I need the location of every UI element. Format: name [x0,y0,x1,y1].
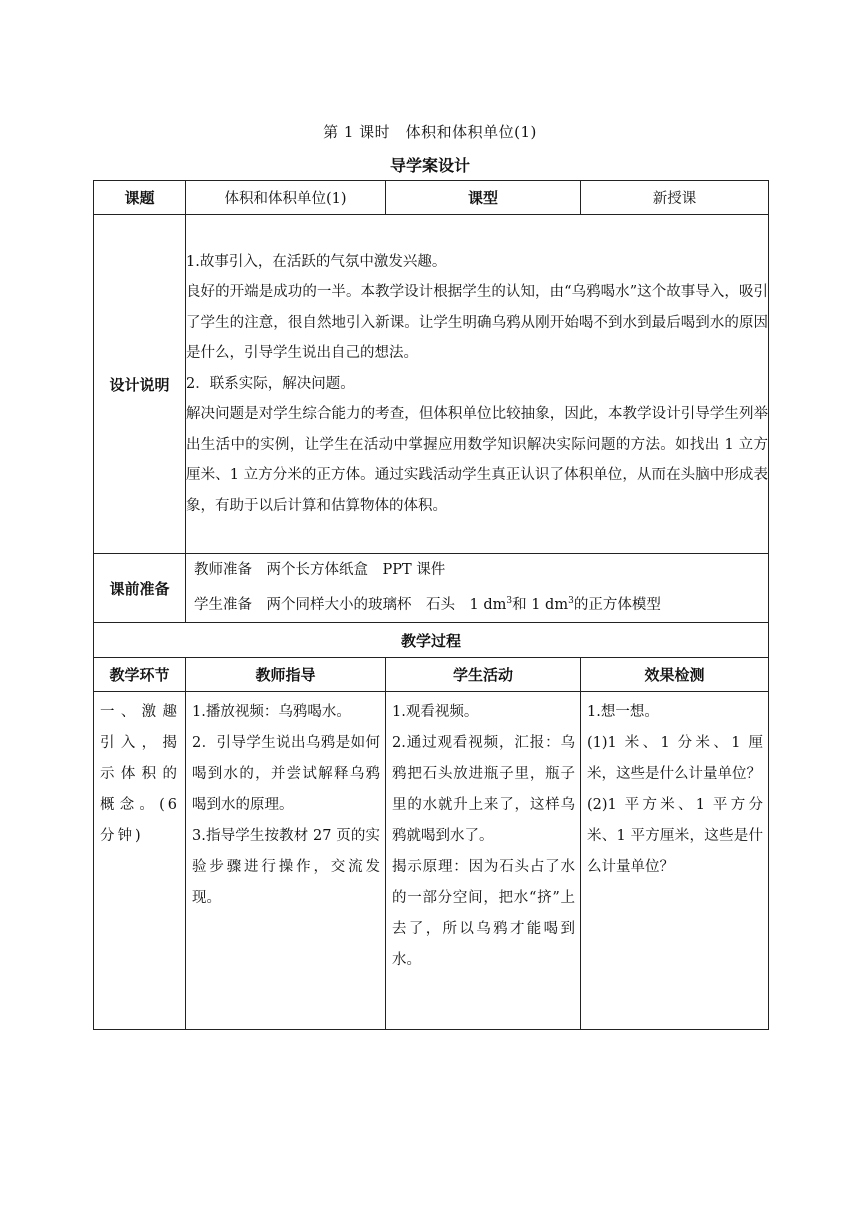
prep-content [186,554,769,623]
student-prep-text: 的正方体模型 [573,596,661,613]
design-paragraph: 1.故事引入，在活跃的气氛中激发兴趣。 [186,253,447,270]
student-prep [186,586,768,621]
student-activity-cell [386,692,581,1030]
student-prep-text: 和 1 dm [512,596,569,613]
superscript: 3 [568,596,574,607]
column-header: 效果检测 [581,658,769,692]
process-title-row [94,623,769,658]
student-prep-text: 学生准备 两个同样大小的玻璃杯 石头 1 dm [194,596,507,613]
prep-row [94,554,769,623]
design-paragraph: 2．联系实际，解决问题。 [186,375,355,392]
check-item: (2)1 平方米、1 平方分米、1 平方厘米，这些是什么计量单位？ [587,797,763,875]
process-header-row [94,658,769,692]
teacher-step: 1.播放视频：乌鸦喝水。 [192,704,351,720]
teacher-step: 3.指导学生按教材 27 页的实验步骤进行操作，交流发现。 [192,828,380,906]
topic-label: 课题 [94,181,186,215]
info-row [94,181,769,215]
column-header: 学生活动 [386,658,581,692]
process-row [94,692,769,1030]
design-label: 设计说明 [94,215,186,554]
design-paragraph: 良好的开端是成功的一半。本教学设计根据学生的认知，由“乌鸦喝水”这个故事导入，吸引了学生的注意，很自然地引入新课。让学生明确乌鸦从刚开始喝不到水到最后喝到水的原因是什么，引导学生说出自己的想法。 [186,284,768,362]
student-step: 揭示原理：因为石头占了水的一部分空间，把水“挤”上去了，所以乌鸦才能喝到水。 [392,859,575,968]
type-label: 课型 [386,181,581,215]
superscript: 3 [506,596,513,607]
type-value: 新授课 [581,181,769,215]
lesson-plan-table [93,180,769,1030]
stage-cell: 一、激趣引入，揭示体积的概念。(6 分钟) [94,692,186,1030]
effect-check-cell [581,692,769,1030]
teacher-step: 2．引导学生说出乌鸦是如何喝到水的，并尝试解释乌鸦喝到水的原理。 [192,735,380,813]
design-content [186,215,769,554]
process-title: 教学过程 [94,623,769,658]
student-step: 2.通过观看视频，汇报：乌鸦把石头放进瓶子里，瓶子里的水就升上来了，这样乌鸦就喝到水了。 [392,735,575,844]
check-item: 1.想一想。 [587,704,659,720]
topic-value: 体积和体积单位(1) [186,181,386,215]
design-paragraph: 解决问题是对学生综合能力的考查，但体积单位比较抽象，因此，本教学设计引导学生列举出生活中的实例，让学生在活动中掌握应用数学知识解决实际问题的方法。如找出 1 立方厘米、1 立方分米的正方体。通过实践活动学生真正认识了体积单位，从而在头脑中形成表象，有助于以后计算和估算物体的体积。 [186,406,768,514]
page-title: 第 1 课时 体积和体积单位(1) [323,123,537,141]
student-step: 1.观看视频。 [392,704,479,720]
check-item: (1)1 米、1 分米、1 厘米，这些是什么计量单位？ [587,735,763,782]
teacher-prep: 教师准备 两个长方体纸盒 PPT 课件 [194,562,446,579]
column-header: 教学环节 [94,658,186,692]
prep-label: 课前准备 [94,554,186,623]
teacher-guidance-cell [186,692,386,1030]
design-row [94,215,769,554]
page-subtitle: 导学案设计 [389,156,470,175]
column-header: 教师指导 [186,658,386,692]
